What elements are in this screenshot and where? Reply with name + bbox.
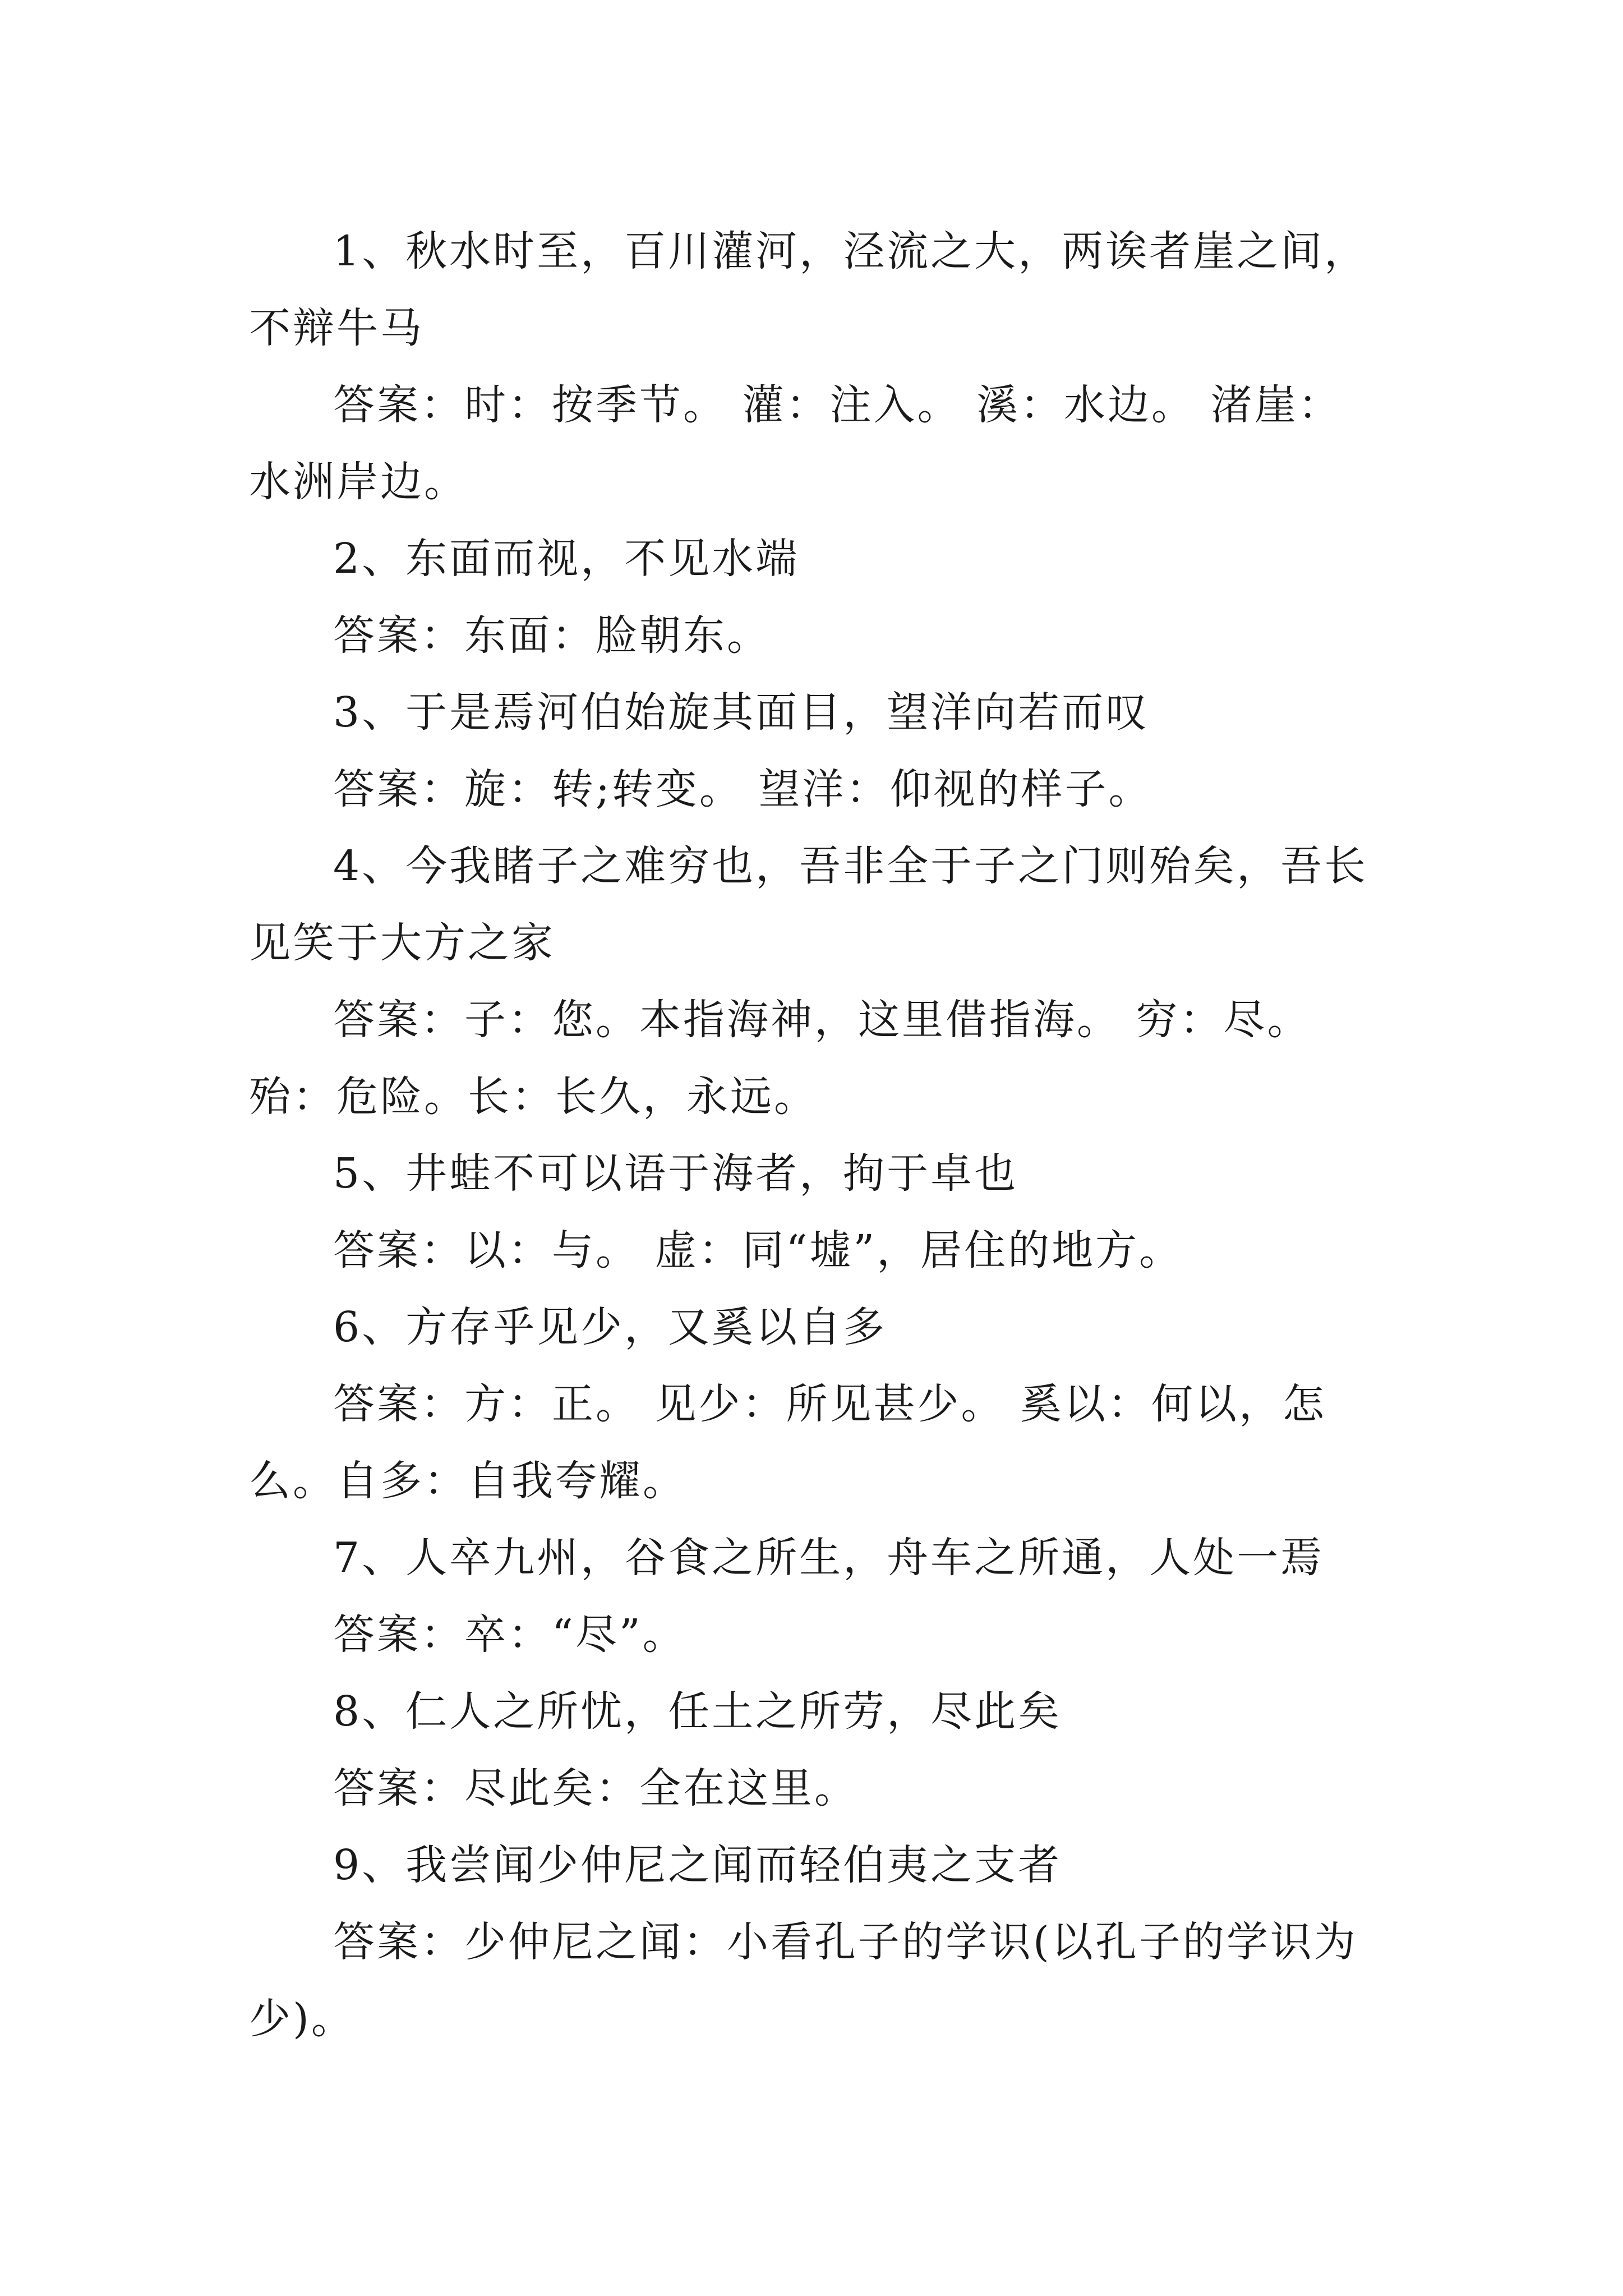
question-2: 2、东面而视，不见水端 [333, 535, 800, 583]
document-body [249, 213, 1382, 2058]
question-7: 7、人卒九州，谷食之所生，舟车之所通，人处一焉 [333, 1534, 1325, 1582]
question-3: 3、于是焉河伯始旋其面目，望洋向若而叹 [333, 688, 1150, 737]
answer-9: 答案：少仲尼之闻：小看孔子的学识(以孔子的学识为少)。 [249, 1918, 1358, 2043]
question-1: 1、秋水时至，百川灌河，泾流之大，两诶者崖之间，不辩牛马 [249, 227, 1368, 352]
answer-2: 答案：东面：脸朝东。 [333, 611, 771, 660]
answer-6: 答案：方：正。 见少：所见甚少。 奚以：何以，怎么。自多：自我夸耀。 [249, 1380, 1327, 1505]
answer-8: 答案：尽此矣：全在这里。 [333, 1764, 858, 1812]
question-6: 6、方存乎见少，又奚以自多 [333, 1303, 887, 1351]
answer-4: 答案：子：您。本指海神，这里借指海。 穷：尽。 殆：危险。长：长久，永远。 [249, 996, 1327, 1121]
answer-1: 答案：时：按季节。 灌：注入。 溪：水边。 渚崖：水洲岸边。 [249, 381, 1342, 506]
question-5: 5、井蛙不可以语于海者，拘于卓也 [333, 1149, 1018, 1198]
answer-7: 答案：卒：“尽”。 [333, 1611, 686, 1659]
answer-5: 答案：以：与。 虚：同“墟”，居住的地方。 [333, 1226, 1183, 1274]
answer-3: 答案：旋：转;转变。 望洋：仰视的样子。 [333, 765, 1152, 813]
question-8: 8、仁人之所忧，任土之所劳，尽此矣 [333, 1687, 1062, 1736]
question-4: 4、今我睹子之难穷也，吾非全于子之门则殆矣，吾长见笑于大方之家 [249, 842, 1368, 967]
question-9: 9、我尝闻少仲尼之闻而轻伯夷之支者 [333, 1841, 1062, 1889]
